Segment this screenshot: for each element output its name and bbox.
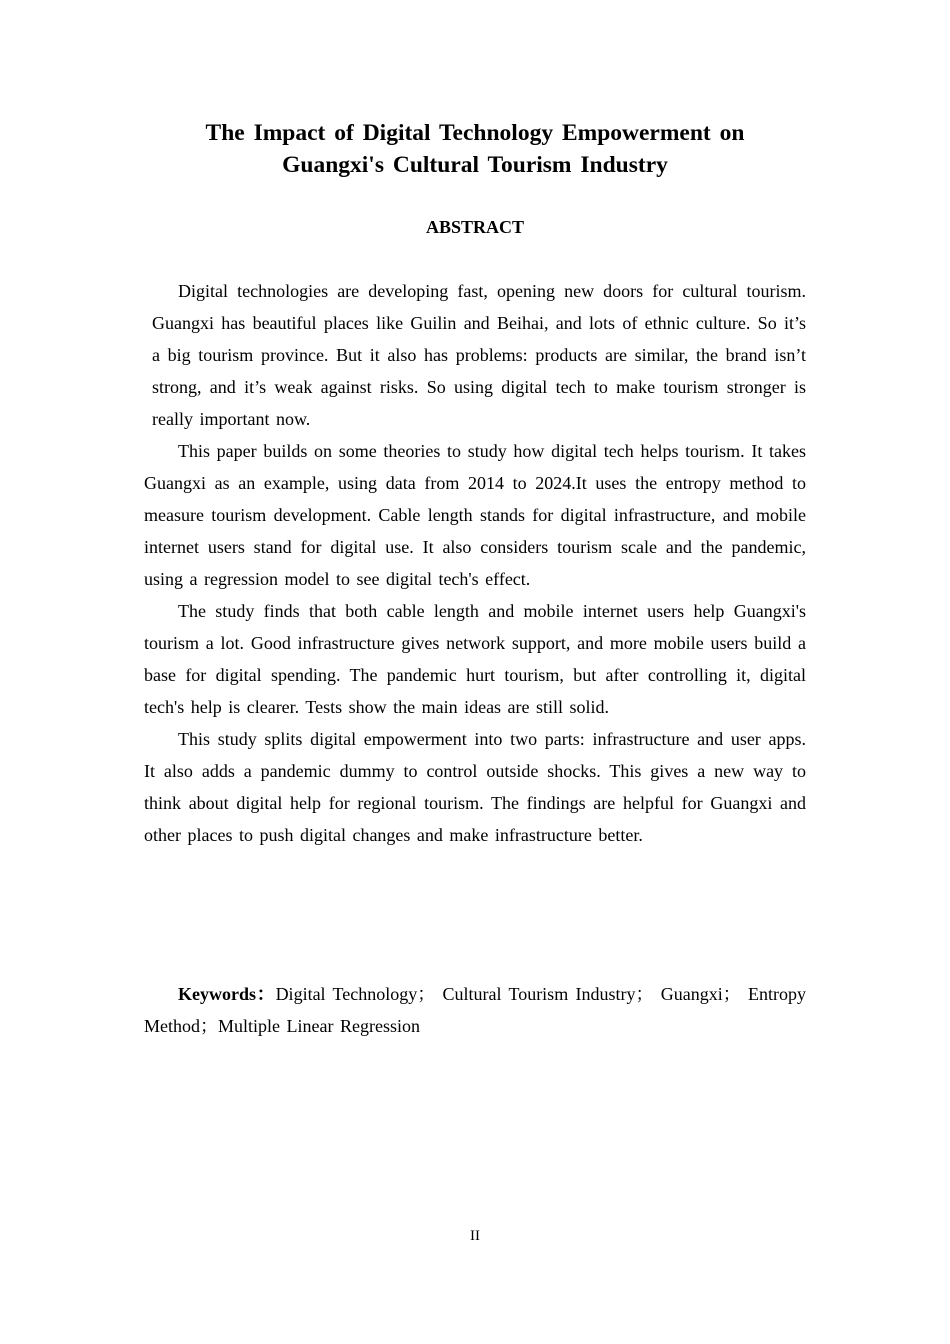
abstract-heading: ABSTRACT — [425, 217, 525, 237]
abstract-paragraph-1: Digital technologies are developing fast, opening new doors for cultural tourism. Guangxi has beautiful places like Guilin and Beihai, and lots of ethnic culture. So it’s a big tourism province. But it also has problems: products are similar, the brand isn’t strong, and it’s weak against risks. So using digital tech to make tourism stronger is really important now. — [152, 281, 806, 429]
paper-title-line-2: Guangxi's Cultural Tourism Industry — [282, 152, 668, 178]
paper-title — [150, 117, 800, 181]
abstract-paragraph-2: This paper builds on some theories to study how digital tech helps tourism. It takes Guangxi as an example, using data from 2014 to 2024.It uses the entropy method to measure tourism development. Cable length stands for digital infrastructure, and mobile internet users stand for digital use. It also considers tourism scale and the pandemic, using a regression model to see digital tech's effect. — [144, 441, 806, 589]
keywords-label: Keywords： — [178, 984, 276, 1004]
abstract-paragraph-4: This study splits digital empowerment into two parts: infrastructure and user apps. It also adds a pandemic dummy to control outside shocks. This gives a new way to think about digital help for regional tourism. The findings are helpful for Guangxi and other places to push digital changes and make infrastructure better. — [144, 729, 806, 845]
abstract-body — [144, 275, 806, 851]
paper-title-line-1: The Impact of Digital Technology Empowerment on — [205, 120, 745, 146]
page-number: II — [470, 1228, 480, 1244]
abstract-paragraph-3: The study finds that both cable length and mobile internet users help Guangxi's tourism a lot. Good infrastructure gives network support, and more mobile users build a base for digital spending. The pandemic hurt tourism, but after controlling it, digital tech's help is clearer. Tests show the main ideas are still solid. — [144, 601, 806, 717]
keywords — [144, 978, 806, 1042]
keywords-list: Digital Technology； Cultural Tourism Industry； Guangxi； Entropy Method；Multiple Linear Regression — [144, 984, 807, 1036]
